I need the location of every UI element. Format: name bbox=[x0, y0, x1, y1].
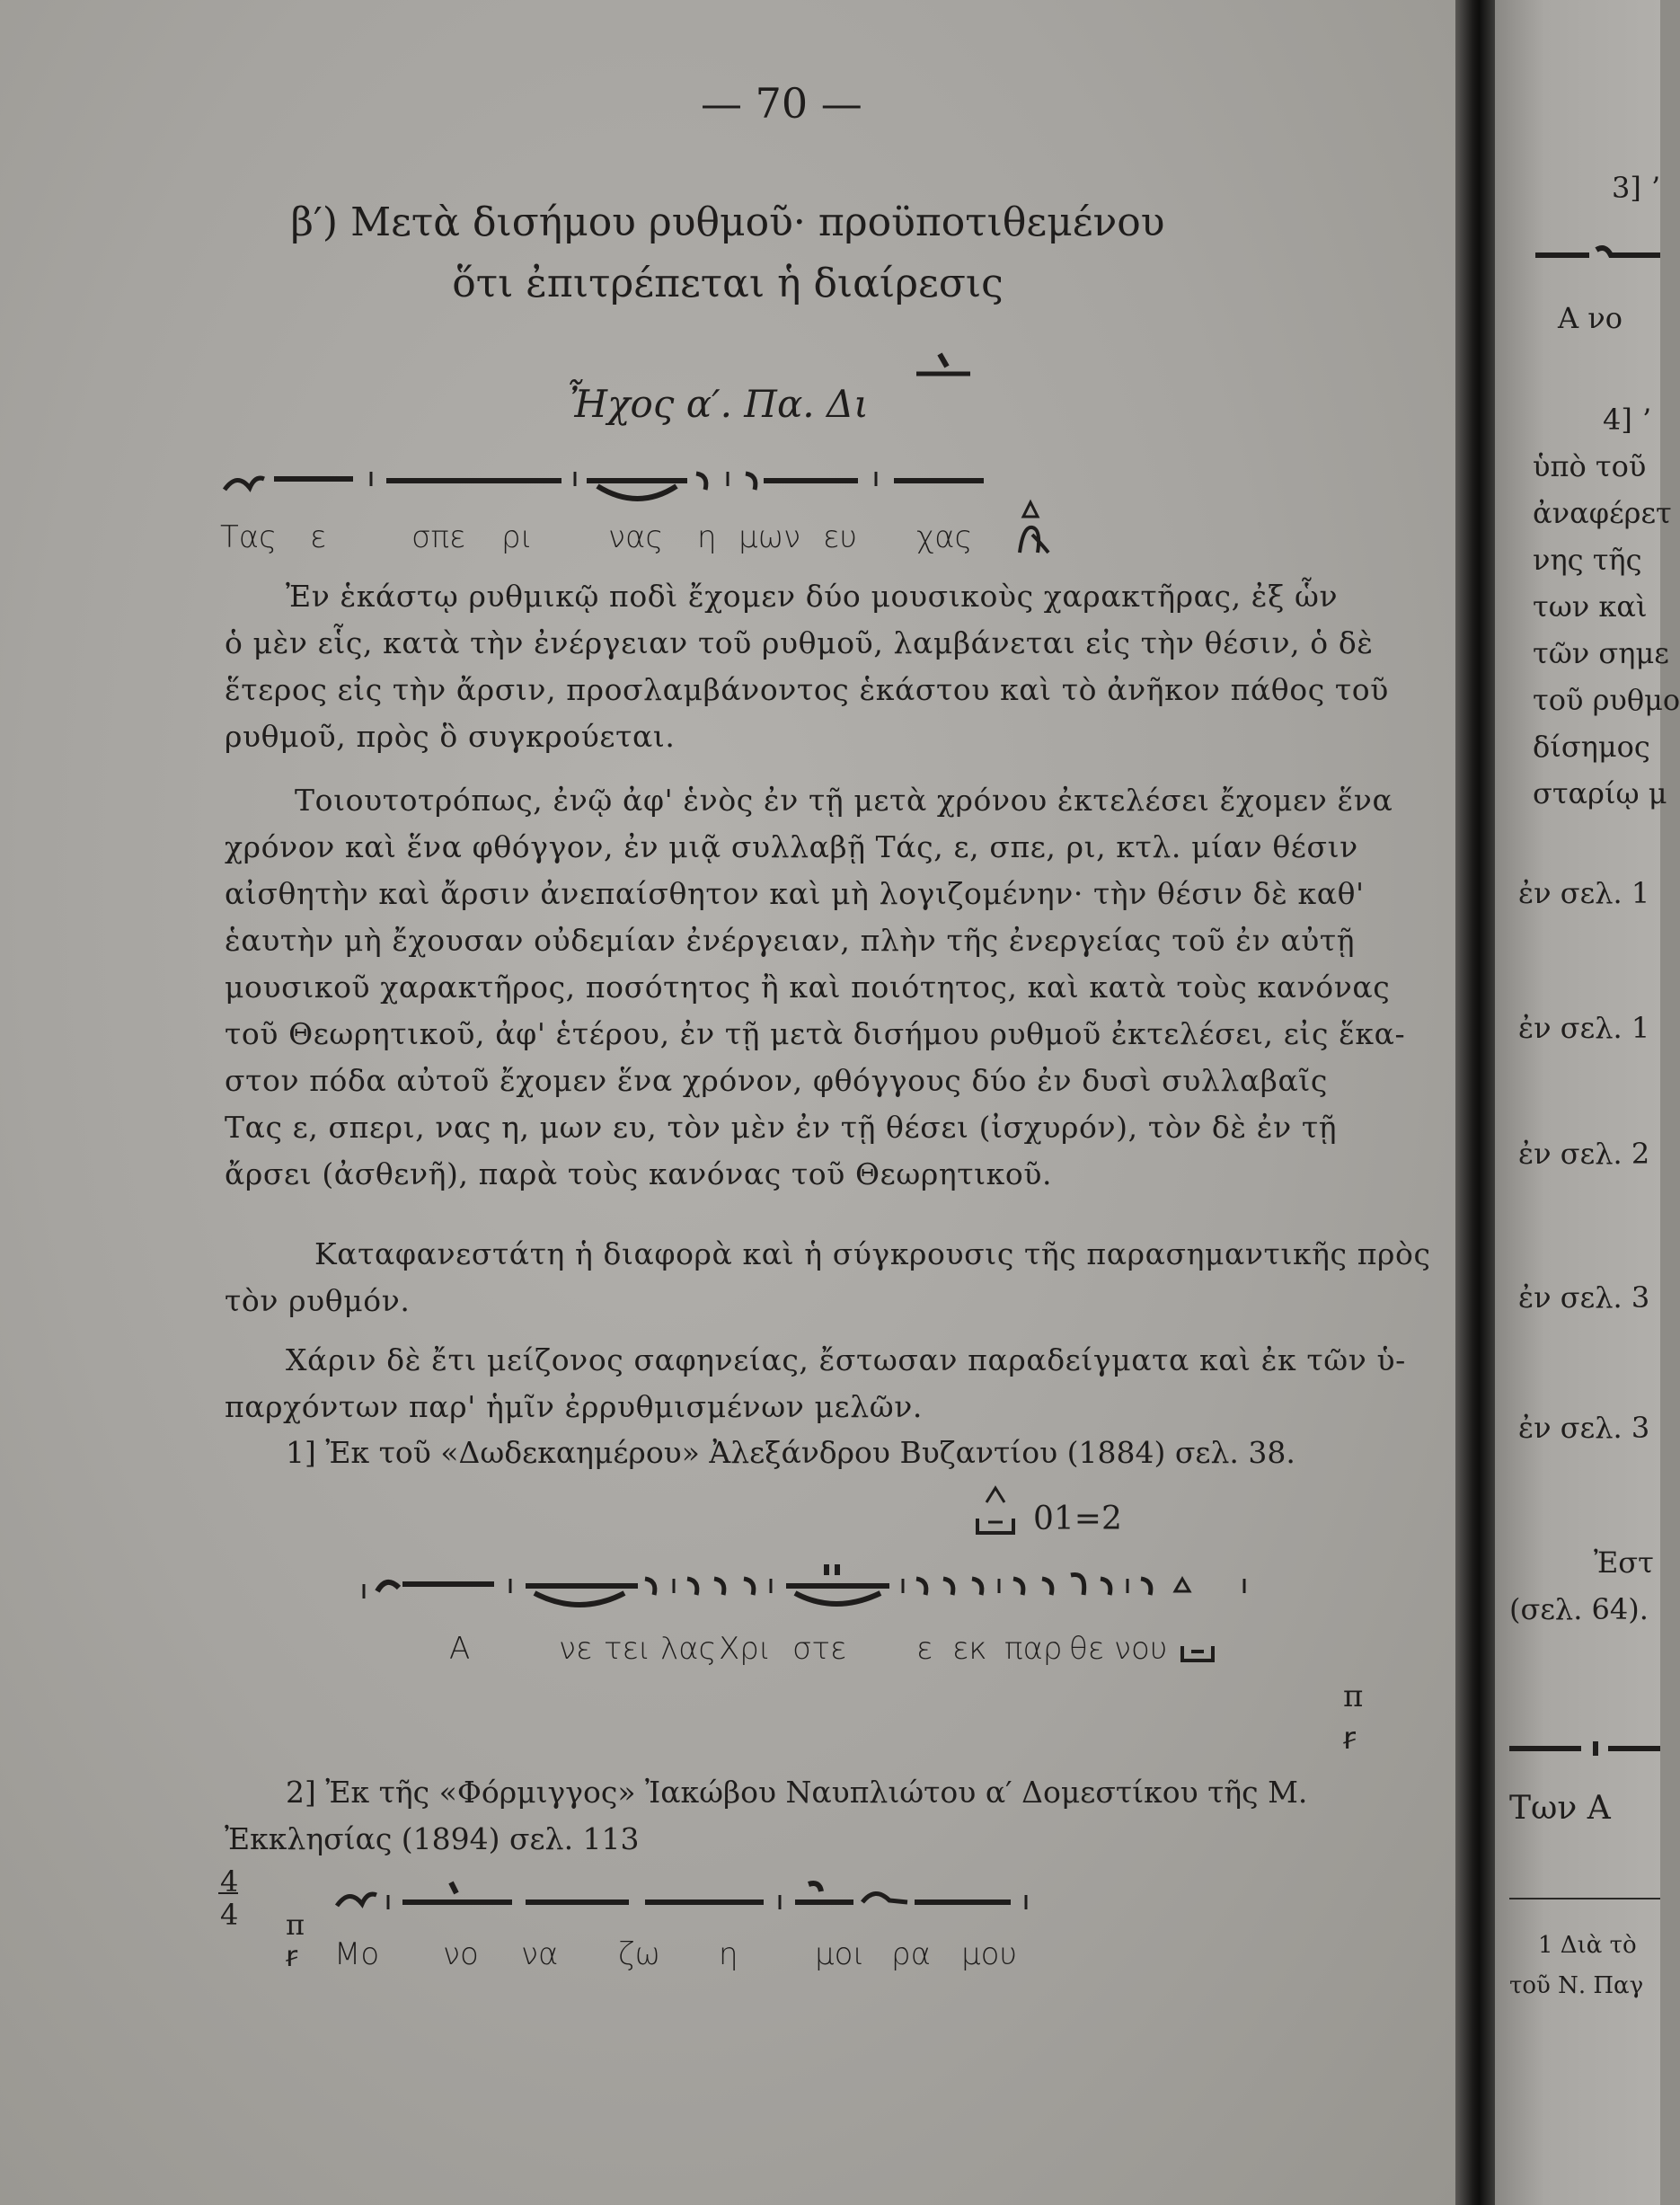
lyric-syllable: σπε bbox=[411, 519, 466, 555]
echos-label: Ἦχος α′. Πα. Δι bbox=[566, 382, 869, 426]
footnote-rule bbox=[1509, 1898, 1660, 1899]
facing-line: ἐν σελ. 3 bbox=[1518, 1280, 1650, 1315]
martyria-symbol-icon bbox=[898, 347, 979, 383]
facing-line: ἐν σελ. 2 bbox=[1518, 1137, 1650, 1171]
text-line: ὁ μὲν εἷς, κατὰ τὴν ἐνέργειαν τοῦ ρυθμοῦ, λαμβάνεται εἰς τὴν θέσιν, ὁ δὲ bbox=[225, 625, 1374, 660]
lyric-syllable: Μο bbox=[334, 1936, 380, 1972]
facing-footnote: τοῦ Ν. Παγ bbox=[1509, 1972, 1644, 1999]
neume-fragment-icon bbox=[1535, 241, 1660, 268]
lyric-syllable: μου bbox=[961, 1936, 1018, 1972]
neume-fragment-icon bbox=[1509, 1734, 1660, 1761]
neume-line-example-1 bbox=[359, 1559, 1258, 1626]
lyric-syllable: ευ bbox=[823, 519, 858, 555]
martyria-sign: ꞧ bbox=[286, 1939, 298, 1973]
facing-line: τῶν σημε bbox=[1533, 636, 1669, 670]
book-gutter bbox=[1455, 0, 1495, 2205]
facing-line: Ἐστ bbox=[1594, 1545, 1654, 1580]
text-line: Χάριν δὲ ἔτι μείζονος σαφηνείας, ἔστωσαν παραδείγματα καὶ ἐκ τῶν ὑ- bbox=[286, 1342, 1406, 1377]
example-2-reference-line-2: Ἐκκλησίας (1894) σελ. 113 bbox=[225, 1821, 640, 1856]
facing-line: Των Α bbox=[1509, 1790, 1611, 1827]
lyric-syllable: λας bbox=[660, 1631, 717, 1667]
lyric-syllable: μοι bbox=[815, 1936, 865, 1972]
lyric-syllable: ρα bbox=[891, 1936, 931, 1972]
lyric-syllable: Α bbox=[449, 1631, 471, 1667]
lyric-syllable: ρι bbox=[501, 519, 533, 555]
lyric-syllable: νας bbox=[608, 519, 664, 555]
text-line: χρόνον καὶ ἕνα φθόγγον, ἐν μιᾷ συλλαβῇ Τάς, ε, σπε, ρι, κτλ. μίαν θέσιν bbox=[225, 829, 1358, 864]
martyria-sign: ꞧ bbox=[1343, 1721, 1356, 1757]
lyric-syllable: εκ bbox=[952, 1631, 987, 1667]
lyric-syllable: Χρι bbox=[719, 1631, 772, 1667]
text-line: στον πόδα αὐτοῦ ἔχομεν ἕνα χρόνον, φθόγγους δύο ἐν δυσὶ συλλαβαῖς bbox=[225, 1063, 1328, 1098]
text-line: αἰσθητὴν καὶ ἄρσιν ἀνεπαίσθητον καὶ μὴ λογιζομένην· τὴν θέσιν δὲ καθ' bbox=[225, 876, 1365, 911]
text-line: Τας ε, σπερι, νας η, μων ευ, τὸν μὲν ἐν τῇ θέσει (ἰσχυρόν), τὸν δὲ ἐν τῇ bbox=[225, 1110, 1338, 1145]
text-line: Ἐν ἑκάστῳ ρυθμικῷ ποδὶ ἔχομεν δύο μουσικοὺς χαρακτῆρας, ἐξ ὧν bbox=[286, 579, 1339, 614]
time-signature-top: 4 bbox=[220, 1864, 239, 1899]
fthora-symbol-icon bbox=[1011, 499, 1056, 562]
facing-footnote: 1 Διὰ τὸ bbox=[1538, 1932, 1637, 1959]
neume-line-example-2 bbox=[332, 1872, 1069, 1926]
time-signature-bottom: 4 bbox=[220, 1898, 239, 1932]
section-heading-line-2: ὅτι ἐπιτρέπεται ἡ διαίρεσις bbox=[452, 261, 1004, 306]
tempo-indication: 01=2 bbox=[1033, 1501, 1122, 1537]
lyric-syllable: να bbox=[521, 1936, 559, 1972]
lyric-syllable: ε bbox=[310, 519, 327, 555]
facing-line: 4] ʼ bbox=[1603, 403, 1651, 437]
lyric-syllable: Τας bbox=[220, 519, 278, 555]
facing-line: Α νο bbox=[1558, 301, 1623, 335]
text-line: ρυθμοῦ, πρὸς ὃ συγκρούεται. bbox=[225, 719, 676, 754]
facing-line: ἐν σελ. 1 bbox=[1518, 876, 1650, 910]
section-heading-line-1: β′) Μετὰ δισήμου ρυθμοῦ· προϋποτιθεμένου bbox=[290, 199, 1165, 245]
lyric-syllable: νου bbox=[1114, 1631, 1168, 1667]
text-line: παρχόντων παρ' ἡμῖν ἐρρυθμισμένων μελῶν. bbox=[225, 1389, 923, 1424]
facing-line: (σελ. 64). bbox=[1509, 1592, 1649, 1626]
facing-line: των καὶ bbox=[1533, 589, 1648, 624]
lyric-syllable: η bbox=[697, 519, 717, 555]
ison-symbol-icon bbox=[970, 1483, 1024, 1545]
lyric-syllable: νε bbox=[559, 1631, 593, 1667]
facing-line: ἐν σελ. 1 bbox=[1518, 1011, 1650, 1045]
text-line: ἄρσει (ἀσθενῆ), παρὰ τοὺς κανόνας τοῦ Θεωρητικοῦ. bbox=[225, 1156, 1053, 1191]
martyria-pi: π bbox=[1343, 1678, 1364, 1714]
neume-line-example-0 bbox=[220, 454, 1083, 517]
lyric-syllable: τει bbox=[604, 1631, 651, 1667]
facing-line: ἀναφέρετ bbox=[1533, 496, 1672, 530]
lyric-syllable: χας bbox=[916, 519, 973, 555]
lyric-syllable: ε bbox=[916, 1631, 933, 1667]
ison-end-symbol-icon bbox=[1177, 1635, 1222, 1671]
facing-line: 3] ʼ bbox=[1612, 171, 1660, 205]
text-line: μουσικοῦ χαρακτῆρος, ποσότητος ἢ καὶ ποιότητος, καὶ κατὰ τοὺς κανόνας bbox=[225, 970, 1391, 1005]
lyric-syllable: ζω bbox=[618, 1936, 660, 1972]
facing-page bbox=[1495, 0, 1680, 2205]
paragraph-4 bbox=[225, 1337, 1406, 1430]
example-1-reference: 1] Ἐκ τοῦ «Δωδεκαημέρου» Ἀλεξάνδρου Βυζαντίου (1884) σελ. 38. bbox=[286, 1435, 1295, 1470]
paragraph-1 bbox=[225, 573, 1389, 760]
time-signature-bar bbox=[218, 1892, 238, 1894]
lyric-syllable: μων bbox=[738, 519, 801, 555]
lyric-syllable: νο bbox=[443, 1936, 479, 1972]
lyric-syllable: στε bbox=[792, 1631, 847, 1667]
facing-line: ἐν σελ. 3 bbox=[1518, 1411, 1650, 1445]
text-line: τοῦ Θεωρητικοῦ, ἀφ' ἑτέρου, ἐν τῇ μετὰ δισήμου ρυθμοῦ ἐκτελέσει, εἰς ἕκα- bbox=[225, 1016, 1406, 1051]
facing-line: σταρίῳ μ bbox=[1533, 776, 1667, 810]
text-line: τὸν ρυθμόν. bbox=[225, 1283, 411, 1318]
facing-line: ὑπὸ τοῦ bbox=[1533, 449, 1647, 483]
lyric-syllable: παρ bbox=[1004, 1631, 1063, 1667]
paragraph-2 bbox=[225, 777, 1406, 1198]
martyria-pi: π bbox=[286, 1908, 305, 1942]
page-number: — 70 — bbox=[701, 79, 862, 128]
paragraph-3 bbox=[225, 1231, 1431, 1324]
example-2-reference-line-1: 2] Ἐκ τῆς «Φόρμιγγος» Ἰακώβου Ναυπλιώτου α′ Δομεστίκου τῆς Μ. bbox=[286, 1775, 1308, 1810]
lyric-syllable: θε bbox=[1069, 1631, 1105, 1667]
lyric-syllable: η bbox=[719, 1936, 738, 1972]
text-line: ἑαυτὴν μὴ ἔχουσαν οὐδεμίαν ἐνέργειαν, πλὴν τῆς ἐνεργείας τοῦ ἐν αὐτῇ bbox=[225, 923, 1356, 958]
facing-line: τοῦ ρυθμο bbox=[1533, 683, 1680, 717]
text-line: Τοιουτοτρόπως, ἐνῷ ἀφ' ἑνὸς ἐν τῇ μετὰ χρόνου ἐκτελέσει ἔχομεν ἕνα bbox=[295, 783, 1393, 818]
text-line: Καταφανεστάτη ἡ διαφορὰ καὶ ἡ σύγκρουσις τῆς παρασημαντικῆς πρὸς bbox=[314, 1236, 1431, 1271]
text-line: ἕτερος εἰς τὴν ἄρσιν, προσλαμβάνοντος ἑκάστου καὶ τὸ ἀνῆκον πάθος τοῦ bbox=[225, 672, 1389, 707]
facing-line: δίσημος bbox=[1533, 730, 1650, 764]
facing-line: νης τῆς bbox=[1533, 543, 1642, 577]
